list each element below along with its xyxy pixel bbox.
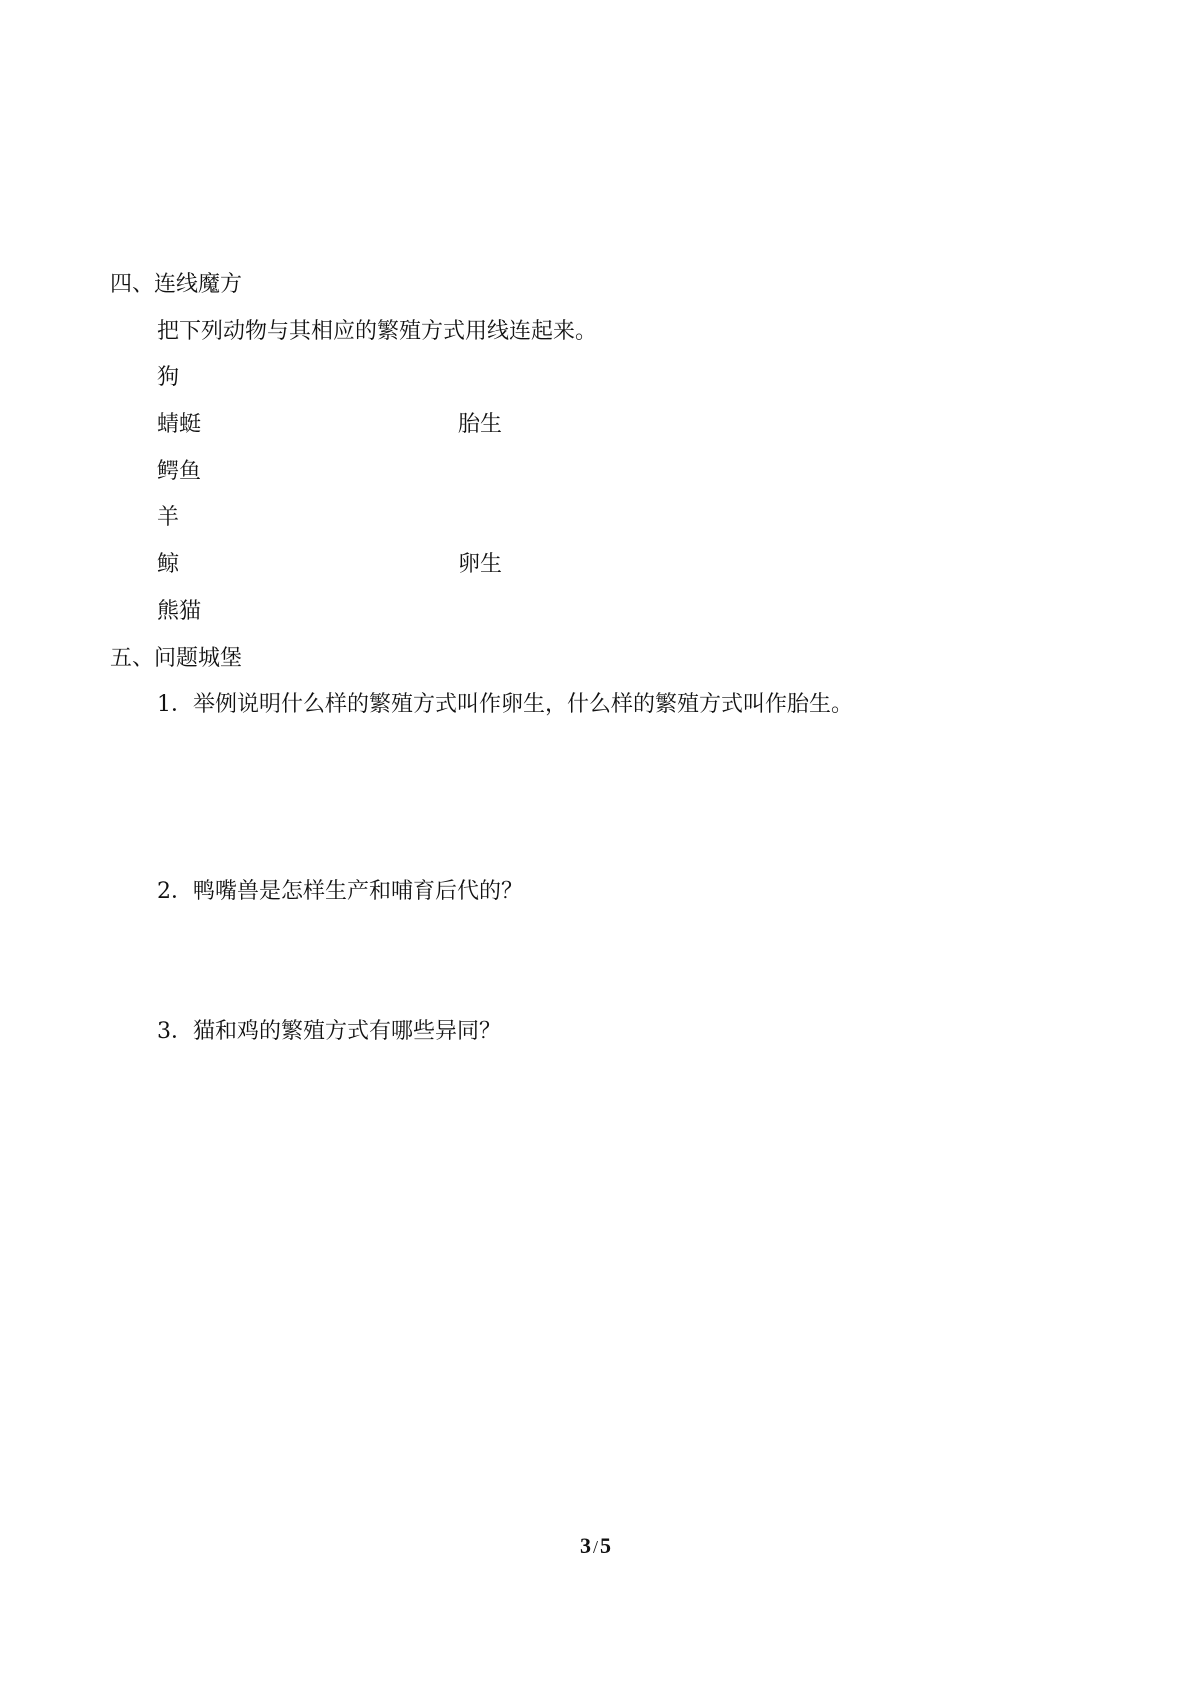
page-number (0, 1532, 1191, 1561)
animal-item: 狗 (157, 365, 180, 390)
animal-item: 鳄鱼 (157, 459, 202, 484)
section-5-heading: 五、问题城堡 (110, 646, 243, 671)
animal-item: 蜻蜓 (157, 412, 202, 437)
animal-item: 熊猫 (157, 599, 202, 624)
reproduction-method-item: 卵生 (458, 552, 503, 577)
animal-item: 鲸 (157, 552, 180, 577)
section-4-instruction: 把下列动物与其相应的繁殖方式用线连起来。 (157, 319, 598, 344)
page-number-current: 3 (579, 1533, 591, 1558)
page-number-total: 5 (600, 1533, 611, 1558)
section-4-heading: 四、连线魔方 (110, 272, 243, 297)
page-number-separator: / (592, 1537, 598, 1557)
reproduction-method-item: 胎生 (458, 412, 503, 437)
question-item: 3．猫和鸡的繁殖方式有哪些异同？ (157, 1019, 501, 1044)
question-item: 1．举例说明什么样的繁殖方式叫作卵生，什么样的繁殖方式叫作胎生。 (157, 692, 853, 717)
question-item: 2．鸭嘴兽是怎样生产和哺育后代的？ (157, 879, 523, 904)
animal-item: 羊 (157, 505, 180, 530)
